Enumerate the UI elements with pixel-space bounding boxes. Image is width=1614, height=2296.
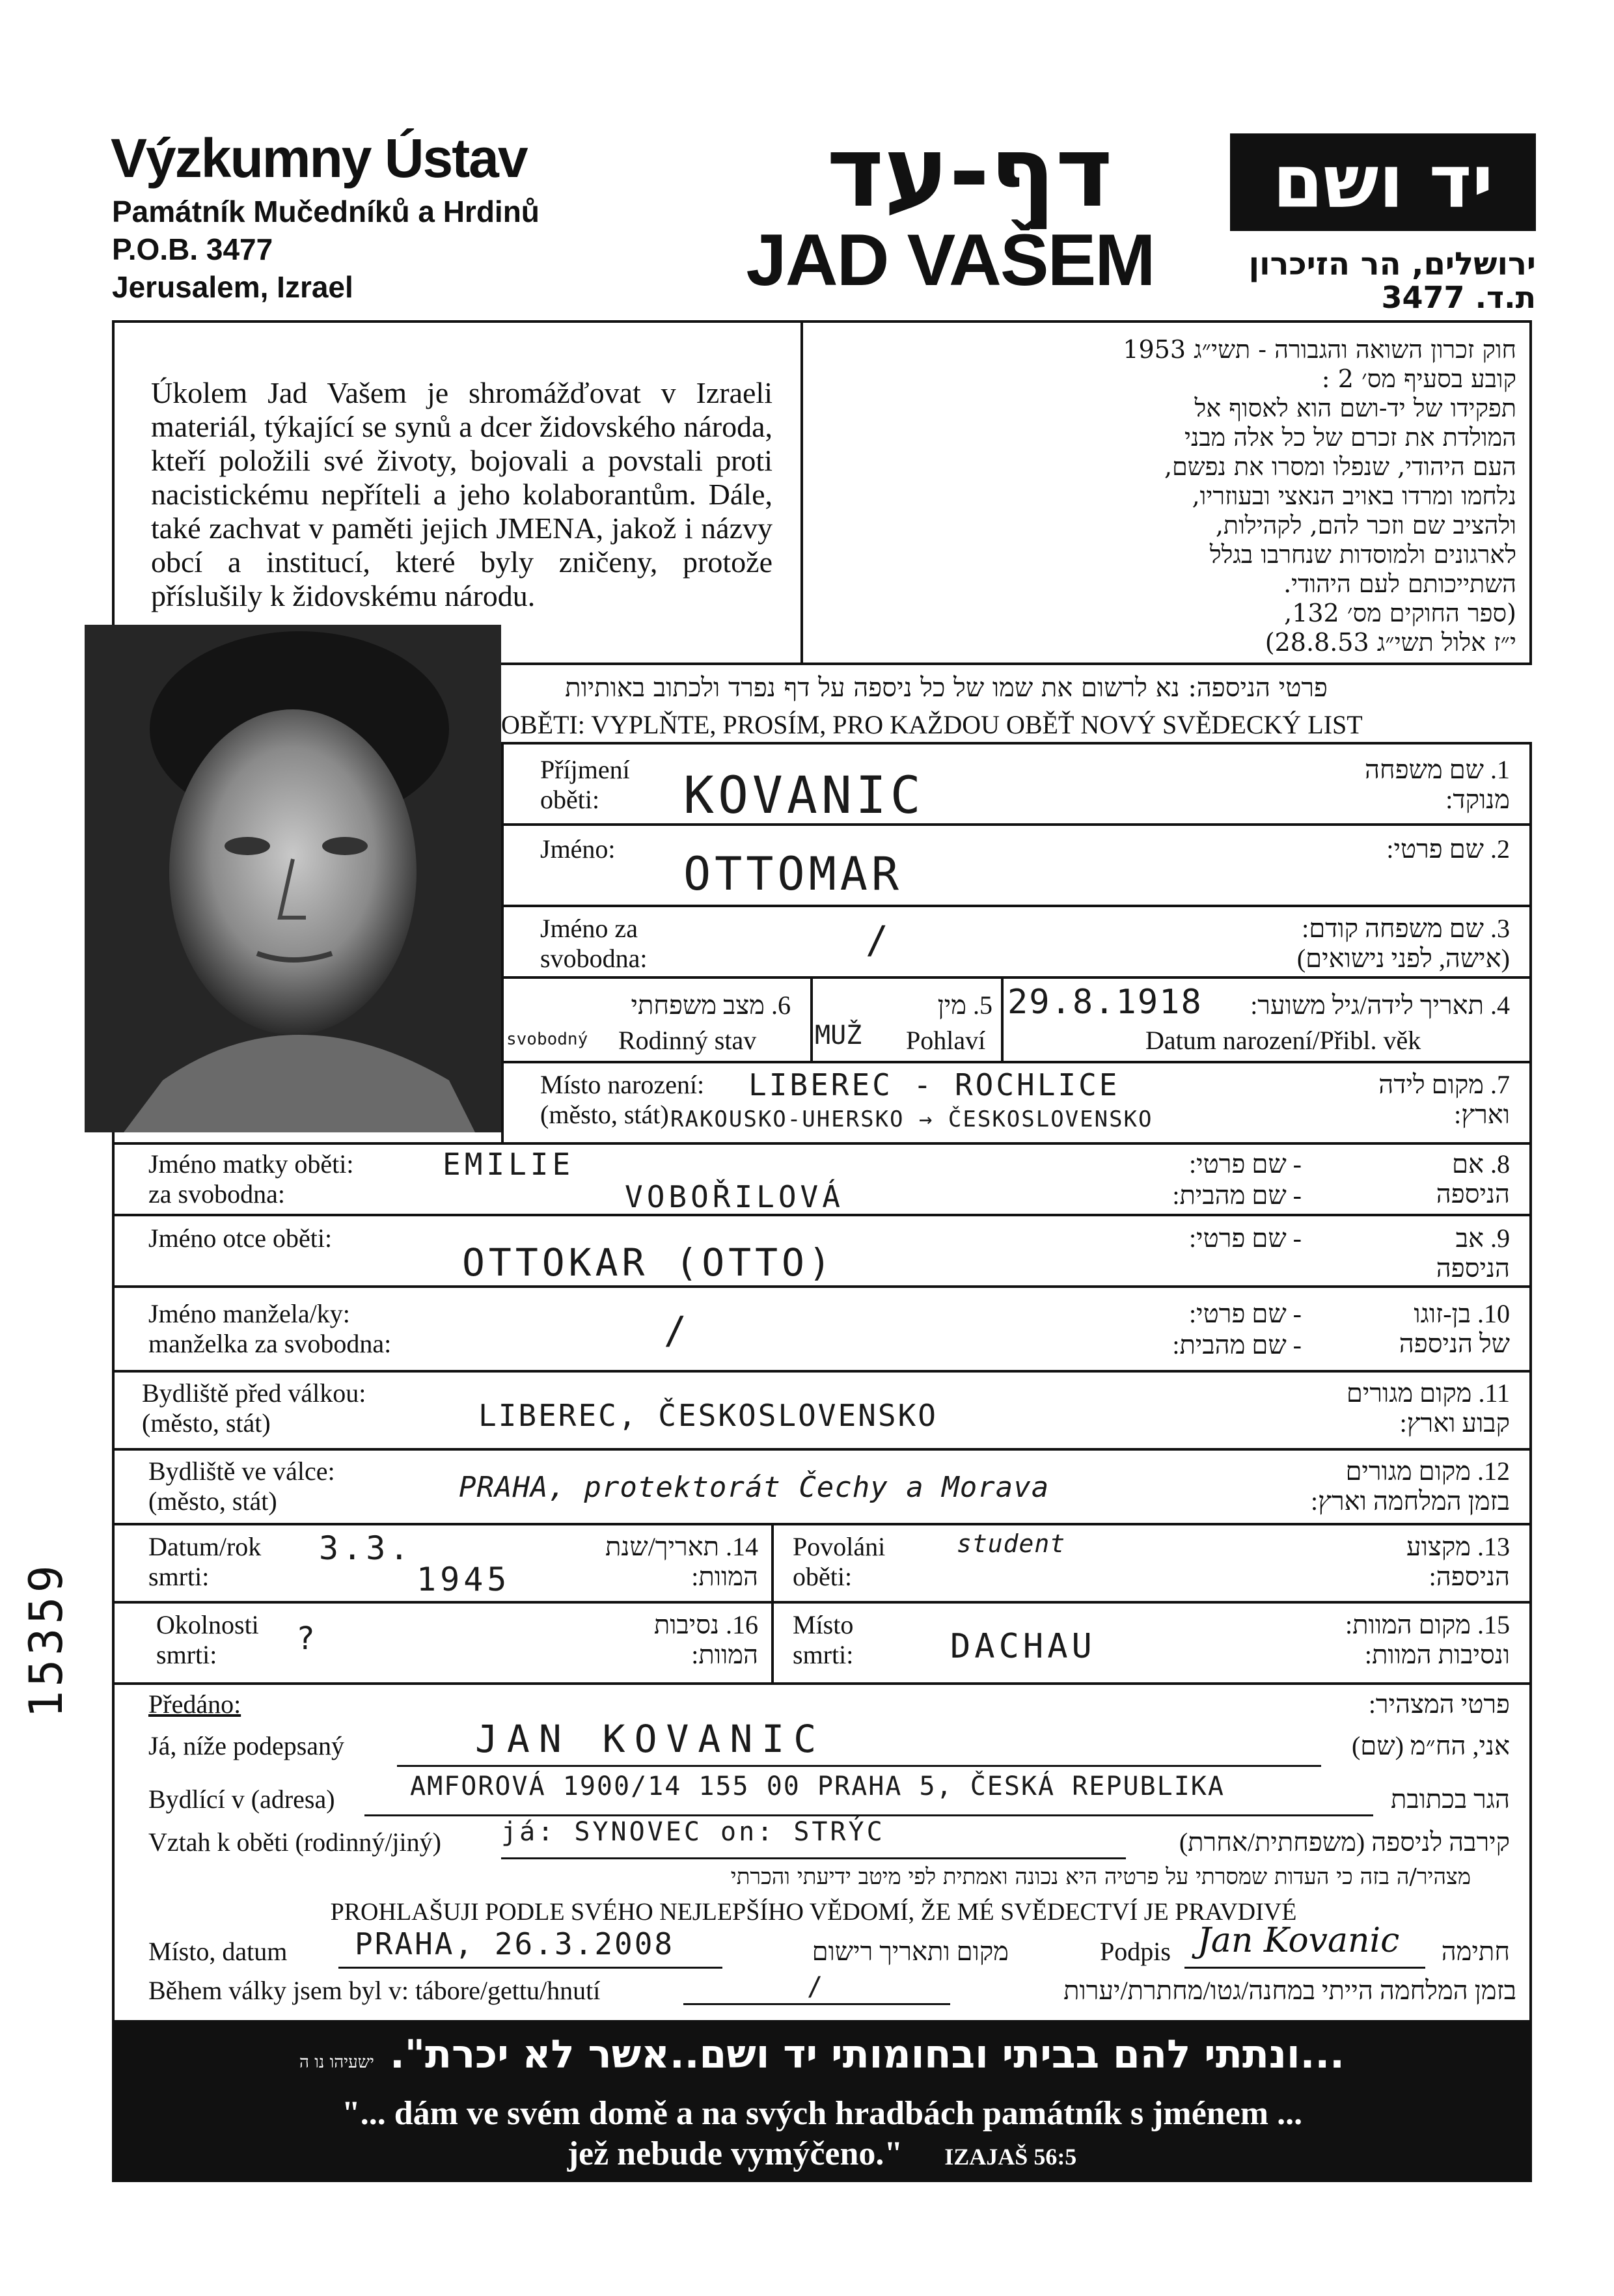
field-6-label: Rodinný stav [618,1026,757,1055]
logo-text: יד ושם [1272,140,1494,225]
field-13-label: Povoláni oběti: [793,1532,886,1591]
footer-czech-quote-1: "... dám ve svém domě a na svých hradbách památník s jménem ... [341,2095,1303,2132]
hebrew-law-line: המולדת את זכרם של כל אלה מבני [1184,423,1516,452]
declaration-hebrew: מצהיר/ה בזה כי העדות שמסרתי על פרטיה היא נכונה ואמתית לפי מיטב ידיעתי והכרתי [730,1864,1471,1890]
field-11-value[interactable]: LIBEREC, ČESKOSLOVENSKO [478,1398,938,1433]
relationship-label: Vztah k oběti (rodinný/jiný) [148,1827,441,1857]
field-2-hebrew: 2. שם פרטי: [1386,834,1510,864]
hebrew-law-line: לארגונים ולמוסדות שנחרבו בגלל [1209,540,1516,569]
signature-value[interactable]: Jan Kovanic [1197,1921,1400,1960]
camp-value[interactable]: / [807,1972,827,2002]
relationship-hebrew: קירבה לניספה (משפחתית/אחרת) [1179,1827,1510,1857]
field-8-hebrew: 8. אם הניספה [1436,1149,1510,1209]
field-14-value-1[interactable]: 3.3. [319,1529,413,1567]
field-8-hebrew-sub-2: - שם מהבית: [1172,1181,1302,1210]
field-2-value[interactable]: OTTOMAR [683,847,903,901]
field-7-value-1[interactable]: LIBEREC - ROCHLICE [748,1067,1120,1102]
field-4-value[interactable]: 29.8.1918 [1007,983,1203,1022]
field-4-label: Datum narození/Přibl. věk [1145,1026,1421,1055]
field-13-value[interactable]: student [957,1529,1066,1558]
latin-title: JAD VAŠEM [746,219,1155,301]
victim-photo [85,625,501,1132]
hebrew-address-2: ת.ד. 3477 [1381,280,1536,315]
hebrew-law-line: העם היהודי, שנפלו ומסרו את נפשם, [1164,452,1516,481]
org-line-2: P.O.B. 3477 [112,232,273,266]
org-title: Výzkumny Ústav [111,128,527,189]
org-line-1: Památník Mučedníků a Hrdinů [112,195,540,228]
signature-label: Podpis [1100,1937,1171,1966]
field-8-value-2[interactable]: VOBOŘILOVÁ [625,1179,844,1214]
field-12-value[interactable]: PRAHA, protektorát Čechy a Morava [459,1471,1050,1504]
field-12-label: Bydliště ve válce: (město, stát) [148,1456,335,1516]
field-16-value[interactable]: ? [296,1620,319,1657]
submitter-address-label: Bydlící v (adresa) [148,1784,335,1814]
field-15-value[interactable]: DACHAU [950,1627,1096,1666]
hebrew-law-line: ולהציב שם וזכר להם, לקהילות, [1215,511,1516,540]
field-3-value[interactable]: / [866,918,892,962]
field-5-label: Pohlaví [906,1026,986,1055]
hebrew-law-line: נלחמו ומרדו באויב הנאצי ובעוזריו, [1192,482,1516,510]
submitter-address-hebrew: הגר בכתובת [1391,1784,1510,1814]
field-16-label: Okolnosti smrti: [156,1610,259,1669]
submitter-name-label: Já, níže podepsaný [148,1731,345,1760]
hebrew-law-line: חוק זכרון השואה והגבורה - תשי״ג 1953 [1123,335,1516,364]
field-13-hebrew: 13. מקצוע הניספה: [1406,1532,1510,1591]
field-9-hebrew-sub-1: - שם פרטי: [1189,1223,1302,1253]
declaration-czech: PROHLAŠUJI PODLE SVÉHO NEJLEPŠÍHO VĚDOMÍ, ŽE MÉ SVĚDECTVÍ JE PRAVDIVÉ [330,1898,1297,1926]
field-10-value[interactable]: / [664,1308,691,1352]
field-7-hebrew: 7. מקום לידה וארץ: [1378,1070,1510,1129]
submitter-address-value[interactable]: AMFOROVÁ 1900/14 155 00 PRAHA 5, ČESKÁ REPUBLIKA [410,1771,1225,1801]
intro-hebrew-law [840,335,1516,657]
instructions-hebrew: פרטי הניספה: נא לרשום את שמו של כל ניספה על דף נפרד ולכתוב באותיות [565,673,1328,703]
field-10-hebrew-sub-1: - שם פרטי: [1189,1299,1302,1328]
relationship-value[interactable]: já: SYNOVEC on: STRÝC [501,1817,885,1847]
hebrew-law-line: (ספר החוקים מס׳ 132, [1284,599,1516,627]
field-15-hebrew: 15. מקום המוות: ונסיבות המוות: [1345,1610,1510,1669]
field-3-label: Jméno za svobodna: [540,914,648,973]
field-9-value[interactable]: OTTOKAR (OTTO) [462,1240,835,1285]
hebrew-law-line: י״ז אלול תשי״ג 28.8.53) [1265,628,1516,657]
field-10-hebrew: 10. בן-זוגו של הניספה [1399,1299,1510,1358]
field-14-label: Datum/rok smrti: [148,1532,262,1591]
field-5-value[interactable]: MUŽ [815,1020,862,1050]
field-12-hebrew: 12. מקום מגורים בזמן המלחמה וארץ: [1311,1456,1510,1516]
footer-hebrew-ref: ישעיהו נו ה [299,2053,374,2072]
field-9-label: Jméno otce oběti: [148,1223,333,1253]
field-3-hebrew: 3. שם משפחה קודם: (אישה, לפני נישואים) [1296,914,1510,973]
submitter-heading: Předáno: [148,1689,241,1719]
field-14-hebrew: 14. תאריך/שנת המוות: [605,1532,758,1591]
org-line-3: Jerusalem, Izrael [112,270,353,304]
instructions-czech: OBĚTI: VYPLŇTE, PROSÍM, PRO KAŽDOU OBĚŤ NOVÝ SVĚDECKÝ LIST [501,710,1363,739]
footer-czech-ref: IZAJAŠ 56:5 [944,2144,1077,2170]
field-9-hebrew: 9. אב הניספה [1436,1223,1510,1283]
submitter-name-value[interactable]: JAN KOVANIC [475,1717,826,1761]
field-1-label: Příjmení oběti: [540,755,630,814]
field-1-value[interactable]: KOVANIC [683,767,925,825]
yad-vashem-logo [1230,133,1536,231]
field-10-label: Jméno manžela/ky: manželka za svobodna: [148,1299,392,1358]
footer-czech-quote-2: jež nebude vymýčeno." [567,2135,903,2172]
hebrew-law-line: תפקידו של יד-ושם הוא לאסוף אל [1194,394,1516,422]
camp-hebrew: בזמן המלחמה הייתי במחנה/גטו/מחתרת/יערות [1063,1976,1516,2005]
submitter-heading-hebrew: פרטי המצהיר: [1368,1689,1510,1719]
hebrew-address-1: ירושלים, הר הזיכרון [1248,246,1536,282]
place-date-value[interactable]: PRAHA, 26.3.2008 [355,1926,675,1961]
field-1-hebrew: 1. שם משפחה מנוקד: [1365,755,1510,814]
hebrew-law-line: קובע בסעיף מס׳ 2 : [1321,364,1516,393]
signature-hebrew: חתימה [1441,1937,1510,1966]
field-2-label: Jméno: [540,834,616,864]
field-10-hebrew-sub-2: - שם מהבית: [1172,1330,1302,1360]
field-16-hebrew: 16. נסיבות המוות: [653,1610,758,1669]
field-8-label: Jméno matky oběti: za svobodna: [148,1149,354,1209]
intro-czech-text: Úkolem Jad Vašem je shromážďovat v Izraeli materiál, týkající se synů a dcer židovského národa, kteří položili své životy, bojovali a povstali proti nacistickému nepříteli a jeho kolaborantům. Dále, také zachvat v paměti jejich JMENA, jakož i názvy obcí a institucí, které byly zničeny, protože příslušily k židovskému národu. [151,376,773,612]
field-11-hebrew: 11. מקום מגורים קבוע וארץ: [1346,1378,1510,1438]
margin-number: 15359 [20,1561,73,1718]
field-4-hebrew: 4. תאריך לידה/גיל משוער: [1250,991,1510,1020]
field-15-label: Místo smrti: [793,1610,854,1669]
place-date-hebrew: מקום ותאריך רישום [812,1937,1009,1966]
hebrew-title: דף-עד [827,116,1113,229]
field-8-value-1[interactable]: EMILIE [443,1147,575,1182]
field-6-value[interactable]: svobodný [506,1030,588,1049]
submitter-name-hebrew: אני, הח״מ (שם) [1351,1731,1510,1760]
field-11-label: Bydliště před válkou: (město, stát) [142,1378,366,1438]
field-14-value-2[interactable]: 1945 [417,1561,511,1598]
field-5-hebrew: 5. מין [937,991,992,1020]
field-6-hebrew: 6. מצב משפחתי [631,991,791,1020]
footer-hebrew-quote: ...ונתתי להם בביתי ובחומותי יד ושם..אשר לא יכרת". [389,2032,1345,2077]
camp-label: Během války jsem byl v: tábore/gettu/hnutí [148,1976,601,2005]
field-8-hebrew-sub-1: - שם פרטי: [1189,1149,1302,1179]
hebrew-law-line: השתייכותם לעם היהודי. [1283,569,1516,598]
footer-bar [112,2023,1532,2182]
field-7-value-2[interactable]: RAKOUSKO-UHERSKO → ČESKOSLOVENSKO [670,1106,1153,1132]
place-date-label: Místo, datum [148,1937,288,1966]
field-7-label: Místo narození: (město, stát) [540,1070,705,1129]
